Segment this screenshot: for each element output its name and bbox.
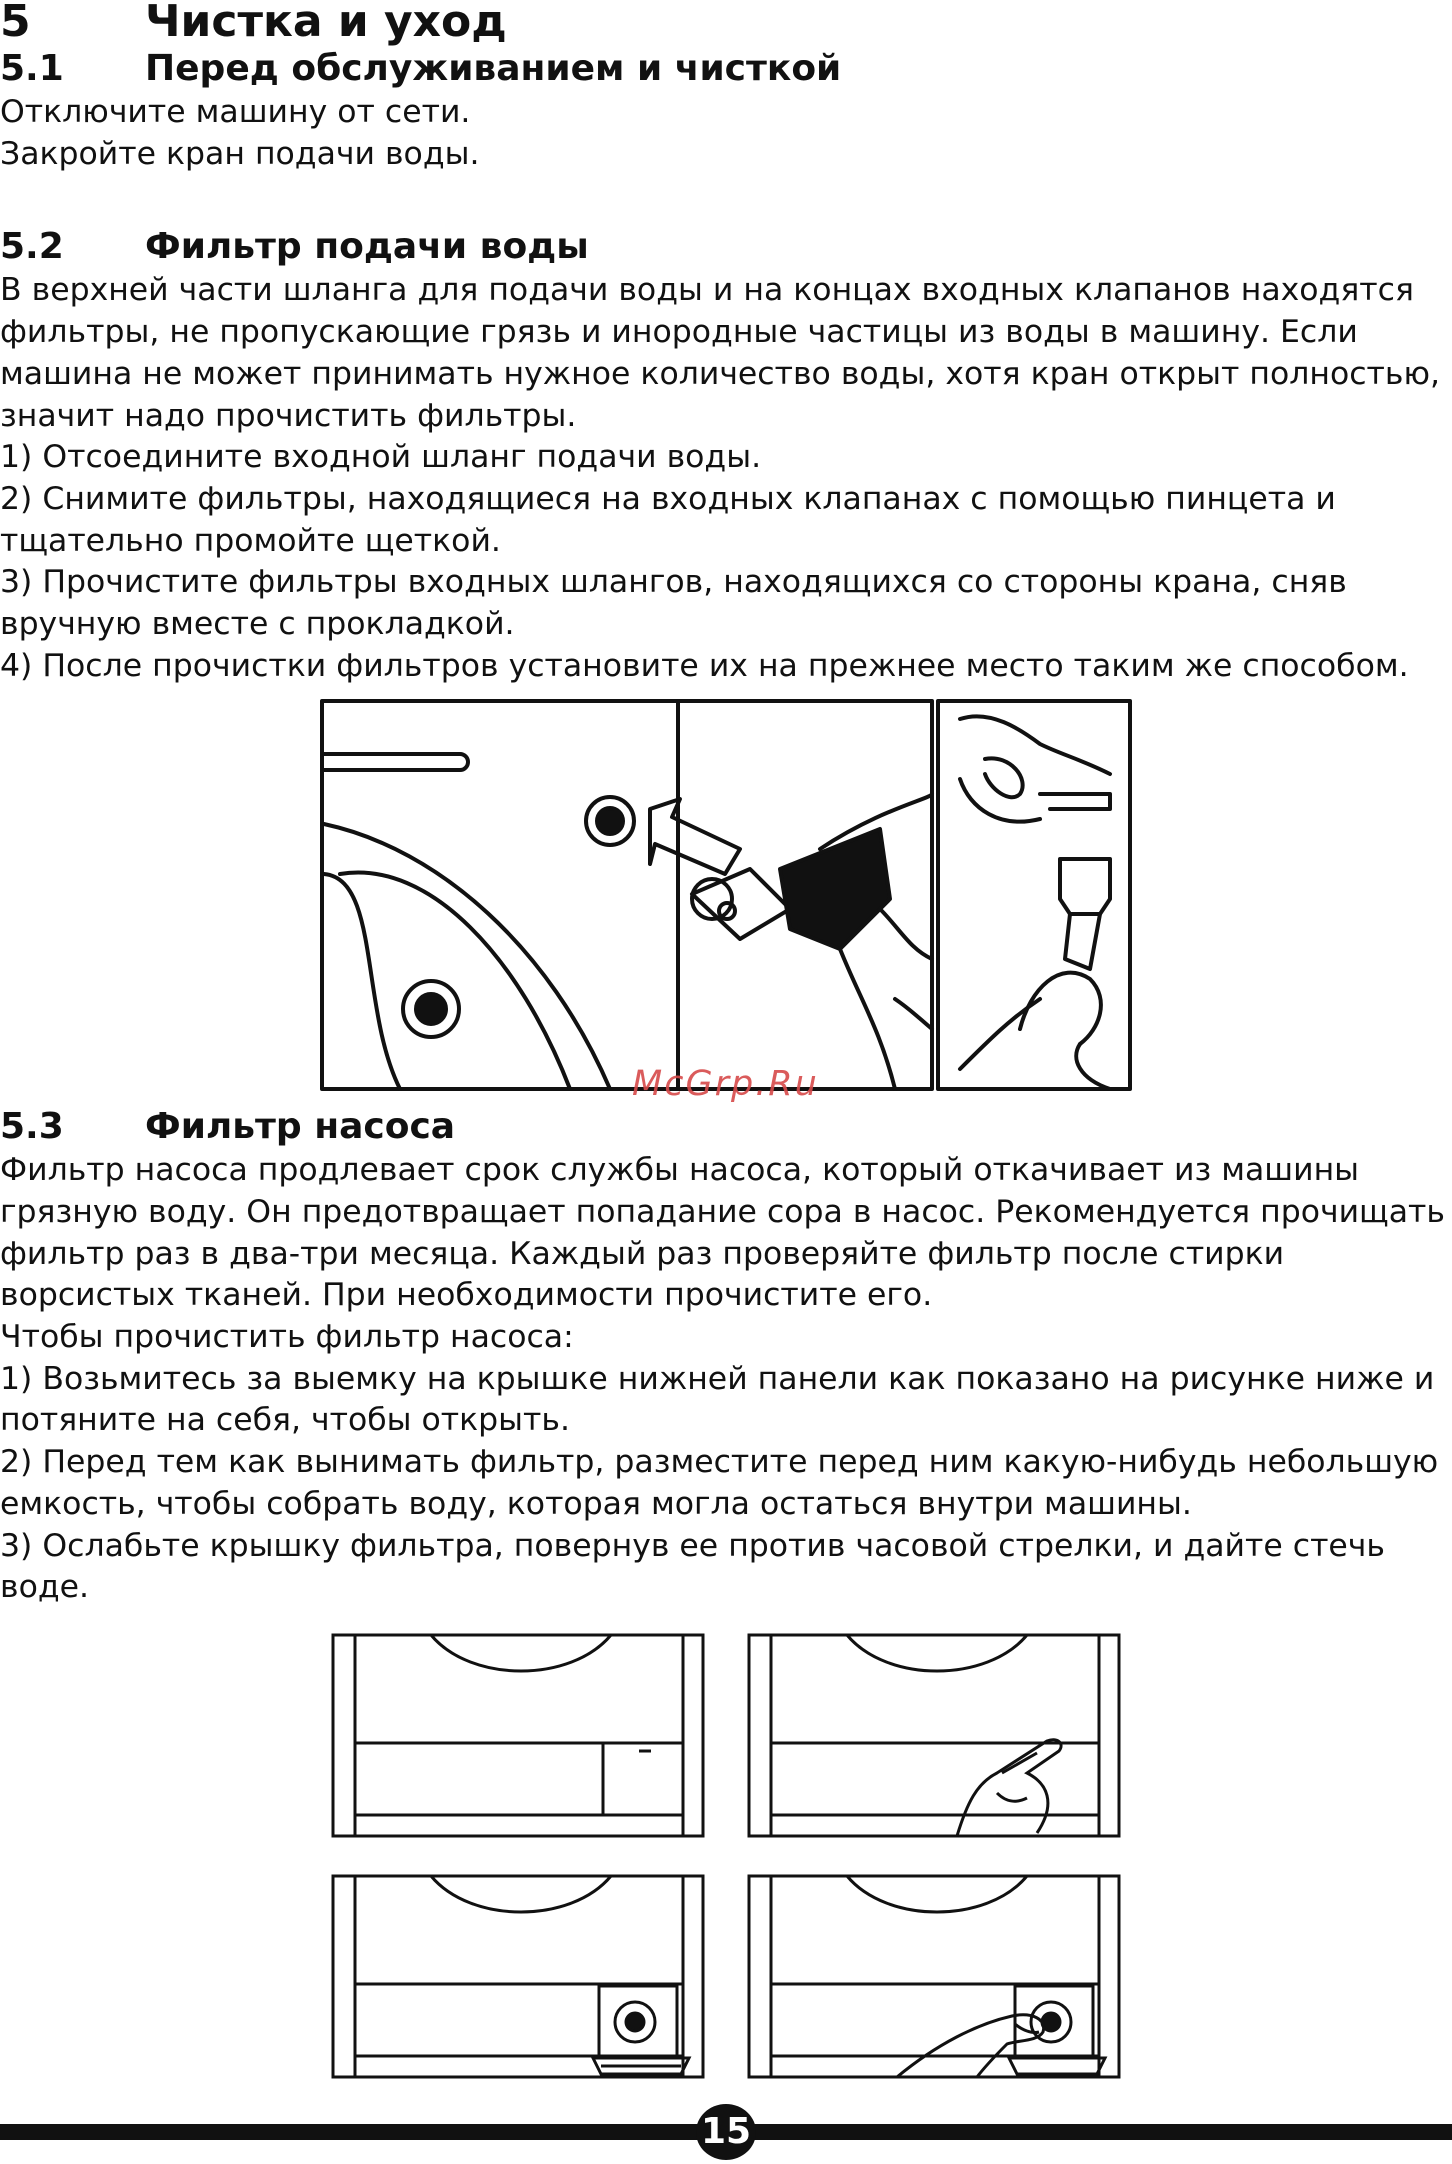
paragraph-line: машина не может принимать нужное количество воды, хотя кран открыт полностью, <box>0 356 1441 392</box>
list-item: емкость, чтобы собрать воду, которая могла остаться внутри машины. <box>0 1486 1192 1522</box>
watermark: McGrp.Ru <box>632 1064 819 1104</box>
list-item: тщательно промойте щеткой. <box>0 523 501 559</box>
subsection-heading-5-3 <box>0 1107 455 1147</box>
subsection-title: Перед обслуживанием и чисткой <box>145 48 842 89</box>
section-title: Чистка и уход <box>145 0 507 47</box>
paragraph-line: грязную воду. Он предотвращает попадание сора в насос. Рекомендуется прочищать <box>0 1194 1445 1230</box>
section-heading <box>0 0 507 47</box>
paragraph-line: Отключите машину от сети. <box>0 94 471 130</box>
paragraph-line: ворсистых тканей. При необходимости прочистите его. <box>0 1277 933 1313</box>
subsection-title: Фильтр насоса <box>145 1106 456 1147</box>
inlet-filter-illustration <box>320 699 1132 1091</box>
list-item: 2) Снимите фильтры, находящиеся на входных клапанах с помощью пинцета и <box>0 481 1336 517</box>
list-item: 2) Перед тем как вынимать фильтр, разместите перед ним какую-нибудь небольшую <box>0 1444 1439 1480</box>
paragraph-line: Чтобы прочистить фильтр насоса: <box>0 1319 574 1355</box>
list-item: 1) Отсоедините входной шланг подачи воды. <box>0 439 762 475</box>
paragraph-line: Фильтр насоса продлевает срок службы насоса, который откачивает из машины <box>0 1152 1360 1188</box>
list-item: воде. <box>0 1569 90 1605</box>
list-item: 3) Ослабьте крышку фильтра, повернув ее против часовой стрелки, и дайте стечь <box>0 1528 1385 1564</box>
paragraph-line: Закройте кран подачи воды. <box>0 136 480 172</box>
list-item: 1) Возьмитесь за выемку на крышке нижней панели как показано на рисунке ниже и <box>0 1361 1435 1397</box>
paragraph-line: В верхней части шланга для подачи воды и на концах входных клапанов находятся <box>0 272 1414 308</box>
paragraph-line: фильтр раз в два-три месяца. Каждый раз проверяйте фильтр после стирки <box>0 1236 1285 1272</box>
pump-filter-step-unscrew <box>747 1874 1121 2079</box>
list-item: 4) После прочистки фильтров установите их на прежнее место таким же способом. <box>0 648 1409 684</box>
subsection-number: 5.1 <box>0 48 64 89</box>
subsection-number: 5.3 <box>0 1106 64 1147</box>
pump-filter-step-cover-open <box>331 1874 705 2079</box>
pump-filter-step-open-recess <box>747 1633 1121 1838</box>
subsection-heading-5-1 <box>0 49 841 89</box>
subsection-title: Фильтр подачи воды <box>145 226 589 267</box>
list-item: потяните на себя, чтобы открыть. <box>0 1402 570 1438</box>
paragraph-line: фильтры, не пропускающие грязь и инородные частицы из воды в машину. Если <box>0 314 1358 350</box>
pump-filter-step-closed <box>331 1633 705 1838</box>
paragraph-line: значит надо прочистить фильтры. <box>0 398 577 434</box>
section-number: 5 <box>0 0 31 47</box>
list-item: вручную вместе с прокладкой. <box>0 606 515 642</box>
list-item: 3) Прочистите фильтры входных шлангов, находящихся со стороны крана, сняв <box>0 564 1347 600</box>
subsection-number: 5.2 <box>0 226 64 267</box>
subsection-heading-5-2 <box>0 227 589 267</box>
page-number: 15 <box>696 2104 756 2160</box>
